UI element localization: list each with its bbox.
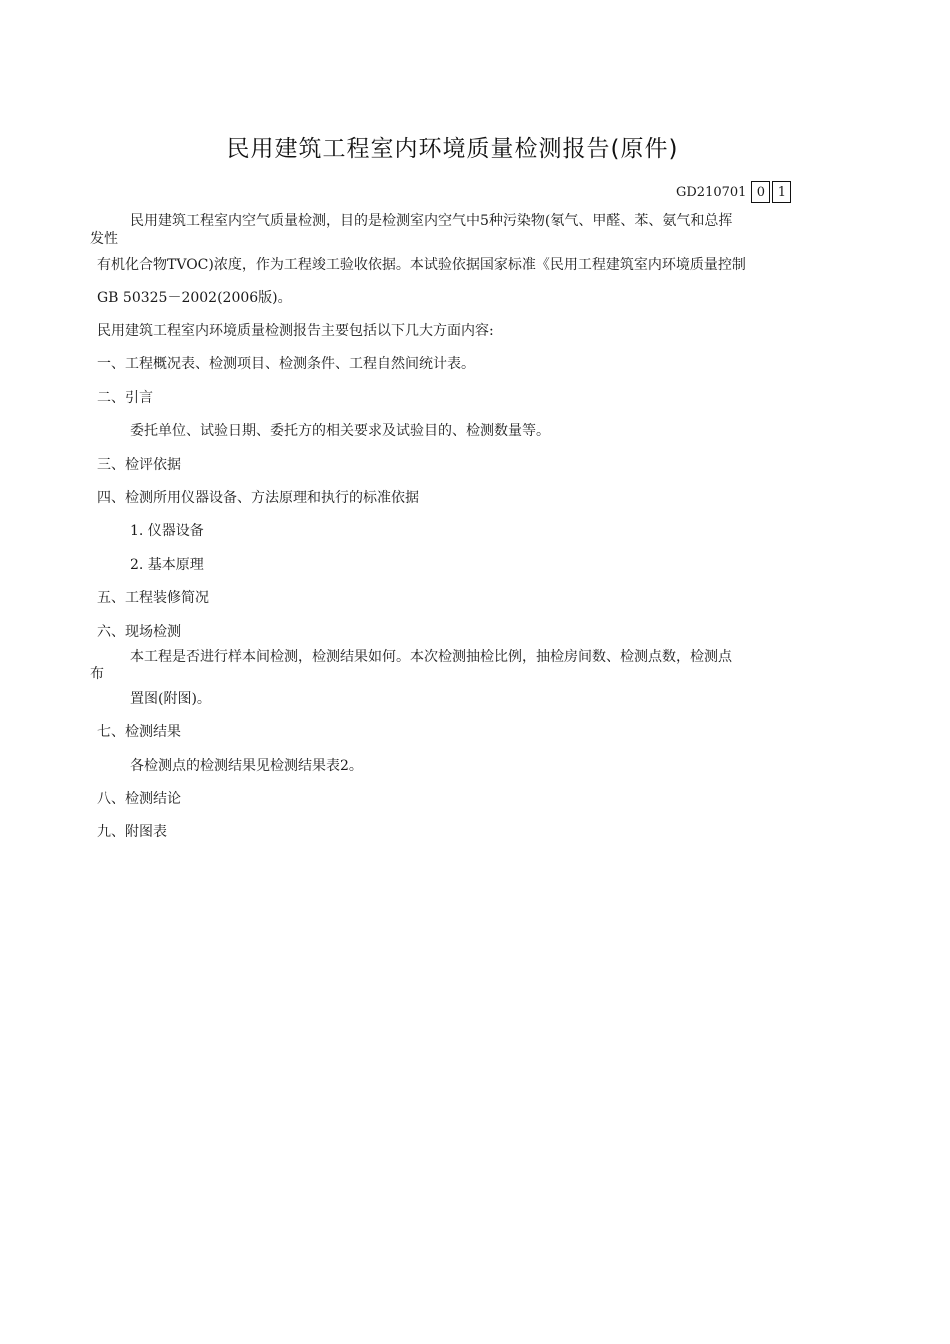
intro-line-1: 民用建筑工程室内空气质量检测，目的是检测室内空气中5种污染物(氡气、甲醛、苯、氨气和总挥 xyxy=(130,213,733,229)
section-2-text: 委托单位、试验日期、委托方的相关要求及试验目的、检测数量等。 xyxy=(130,423,550,439)
section-3-heading: 三、检评依据 xyxy=(97,457,181,473)
section-4-item-2: 2. 基本原理 xyxy=(130,557,204,573)
section-8-heading: 八、检测结论 xyxy=(97,791,181,807)
section-2-heading: 二、引言 xyxy=(97,390,153,406)
section-5-heading: 五、工程装修简况 xyxy=(97,590,209,606)
section-7-heading: 七、检测结果 xyxy=(97,724,181,740)
summary-text: 民用建筑工程室内环境质量检测报告主要包括以下几大方面内容: xyxy=(97,323,494,339)
page-title: 民用建筑工程室内环境质量检测报告(原件) xyxy=(226,136,679,162)
section-4-heading: 四、检测所用仪器设备、方法原理和执行的标准依据 xyxy=(97,490,419,506)
section-6-text-2: 置图(附图)。 xyxy=(130,691,211,707)
section-7-text: 各检测点的检测结果见检测结果表2。 xyxy=(130,758,363,774)
document-code-box-1: 0 xyxy=(751,181,770,203)
intro-line-3: GB 50325－2002(2006版)。 xyxy=(97,290,292,306)
section-6-text-wrap: 布 xyxy=(90,666,104,682)
section-6-text-1: 本工程是否进行样本间检测，检测结果如何。本次检测抽检比例，抽检房间数、检测点数，检测点 xyxy=(130,649,732,665)
document-code-prefix: GD210701 xyxy=(676,184,747,200)
intro-line-2: 有机化合物TVOC)浓度，作为工程竣工验收依据。本试验依据国家标准《民用工程建筑室内环境质量控制 xyxy=(97,257,746,273)
intro-line-1-wrap: 发性 xyxy=(90,231,118,247)
section-9-heading: 九、附图表 xyxy=(97,824,167,840)
section-6-heading: 六、现场检测 xyxy=(97,624,181,640)
document-code xyxy=(676,181,791,203)
section-1-heading: 一、工程概况表、检测项目、检测条件、工程自然间统计表。 xyxy=(97,356,475,372)
section-4-item-1: 1. 仪器设备 xyxy=(130,523,204,539)
document-code-box-2: 1 xyxy=(772,181,791,203)
